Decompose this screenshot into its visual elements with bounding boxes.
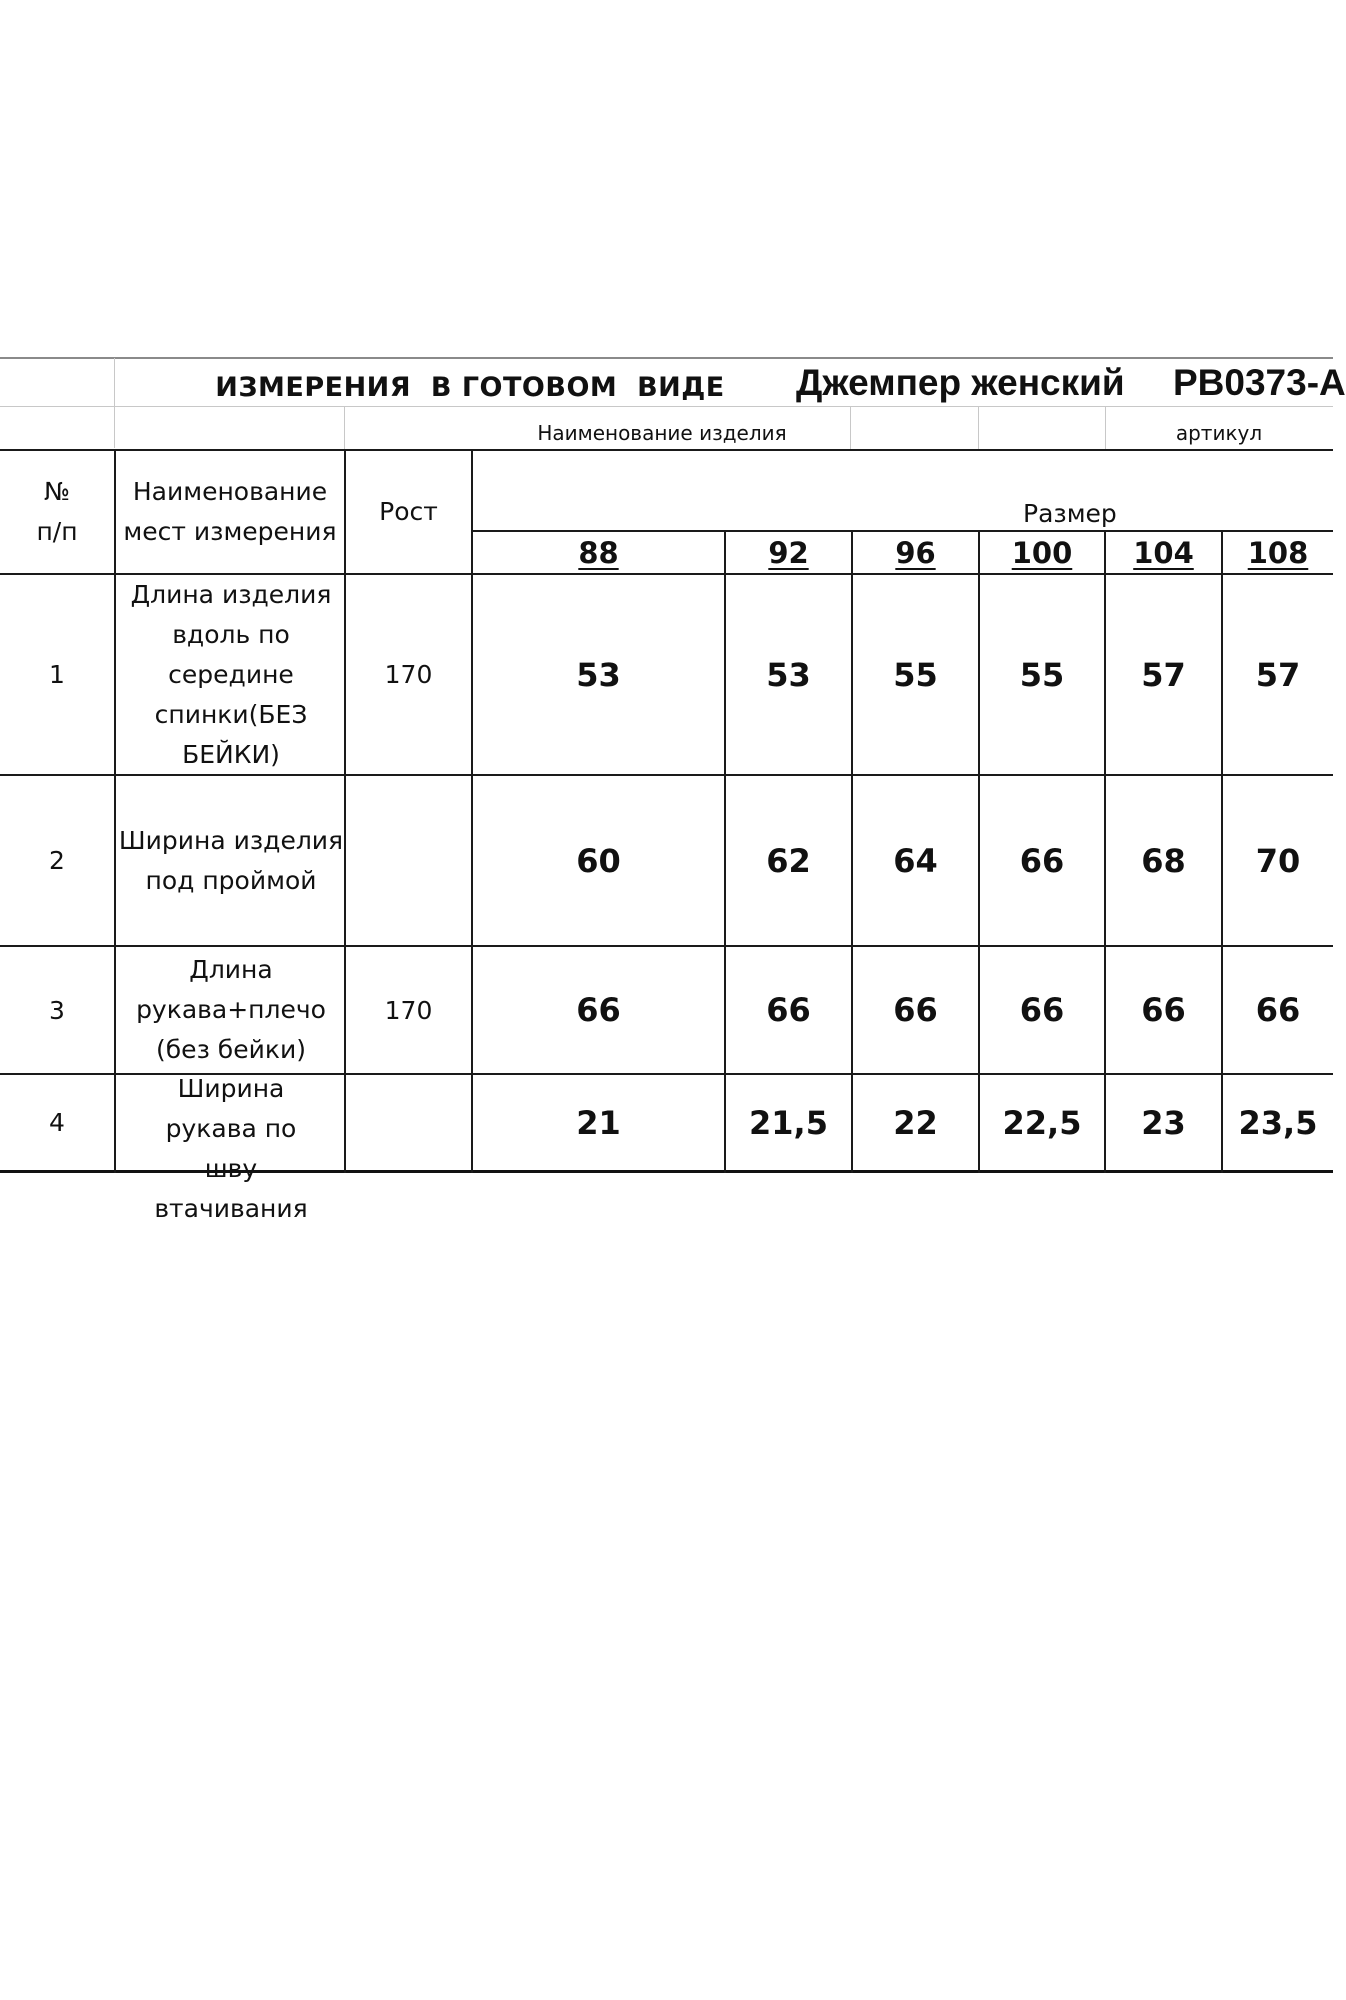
col-divider-num: [114, 449, 116, 1173]
height-value: [346, 776, 471, 945]
measurement-label: Длина рукава+плечо (без бейки): [136, 955, 326, 1064]
measurement-value: 55: [1019, 655, 1065, 694]
row-number: 2: [49, 846, 65, 875]
measurement-value: 68: [1141, 841, 1186, 880]
measurement-label: Ширина изделия под проймой: [118, 825, 344, 895]
height-value: 170: [384, 660, 433, 689]
product-name-caption: Наименование изделия: [537, 421, 787, 445]
measurement-value: 22,5: [1002, 1103, 1082, 1142]
height-value: 170: [384, 995, 433, 1025]
measurement-value: 23: [1141, 1103, 1186, 1142]
measurement-value: 66: [766, 991, 811, 1029]
size-header: 92: [768, 536, 809, 570]
sheet-col-divider: [114, 358, 115, 448]
size-header: 96: [895, 536, 936, 570]
column-header-height: Рост: [379, 497, 438, 526]
document-title: ИЗМЕРЕНИЯ В ГОТОВОМ ВИДЕ: [215, 371, 725, 403]
row-number: 4: [49, 1108, 65, 1137]
column-header-place: Наименование мест измерения: [123, 477, 337, 546]
product-name: Джемпер женский: [796, 362, 1125, 403]
measurement-value: 66: [1255, 991, 1301, 1029]
measurement-value: 64: [893, 841, 938, 880]
height-value: [346, 1075, 471, 1170]
measurement-value: 57: [1141, 655, 1186, 694]
row-number: 1: [49, 660, 65, 689]
sheet-top-border: [0, 357, 1333, 359]
measurement-value: 66: [1019, 841, 1065, 880]
measurement-label: Ширина рукава по шву втачивания: [154, 1074, 308, 1223]
row-number: 3: [49, 995, 65, 1025]
size-header: 104: [1133, 536, 1194, 570]
measurement-value: 60: [576, 841, 621, 880]
sheet-col-divider: [344, 407, 345, 449]
size-header: 88: [578, 536, 619, 570]
measurement-value: 62: [766, 841, 811, 880]
measurement-value: 66: [576, 991, 621, 1029]
measurement-value: 53: [766, 655, 811, 694]
measurement-value: 57: [1255, 655, 1301, 694]
sheet-col-divider: [978, 407, 979, 449]
measurement-value: 53: [576, 655, 621, 694]
measurement-value: 70: [1255, 841, 1301, 880]
article-number: PB0373-A: [1173, 362, 1346, 403]
measurement-value: 66: [1019, 991, 1065, 1029]
measurement-value: 21,5: [749, 1103, 828, 1142]
measurement-value: 22: [893, 1103, 938, 1142]
column-header-size: Размер: [1023, 499, 1117, 528]
measurement-value: 21: [576, 1103, 621, 1142]
measurement-label: Длина изделия вдоль по середине спинки(БЕЗ БЕЙКИ): [130, 579, 332, 769]
article-caption: артикул: [1175, 421, 1263, 445]
size-header: 108: [1247, 536, 1309, 570]
column-header-num: № п/п: [36, 477, 78, 546]
size-header: 100: [1011, 536, 1073, 570]
measurement-value: 66: [1141, 991, 1186, 1029]
measurement-value: 23,5: [1238, 1103, 1318, 1142]
measurement-value: 66: [893, 991, 938, 1029]
measurement-value: 55: [893, 655, 938, 694]
measurement-label-clip: [118, 1074, 344, 1223]
